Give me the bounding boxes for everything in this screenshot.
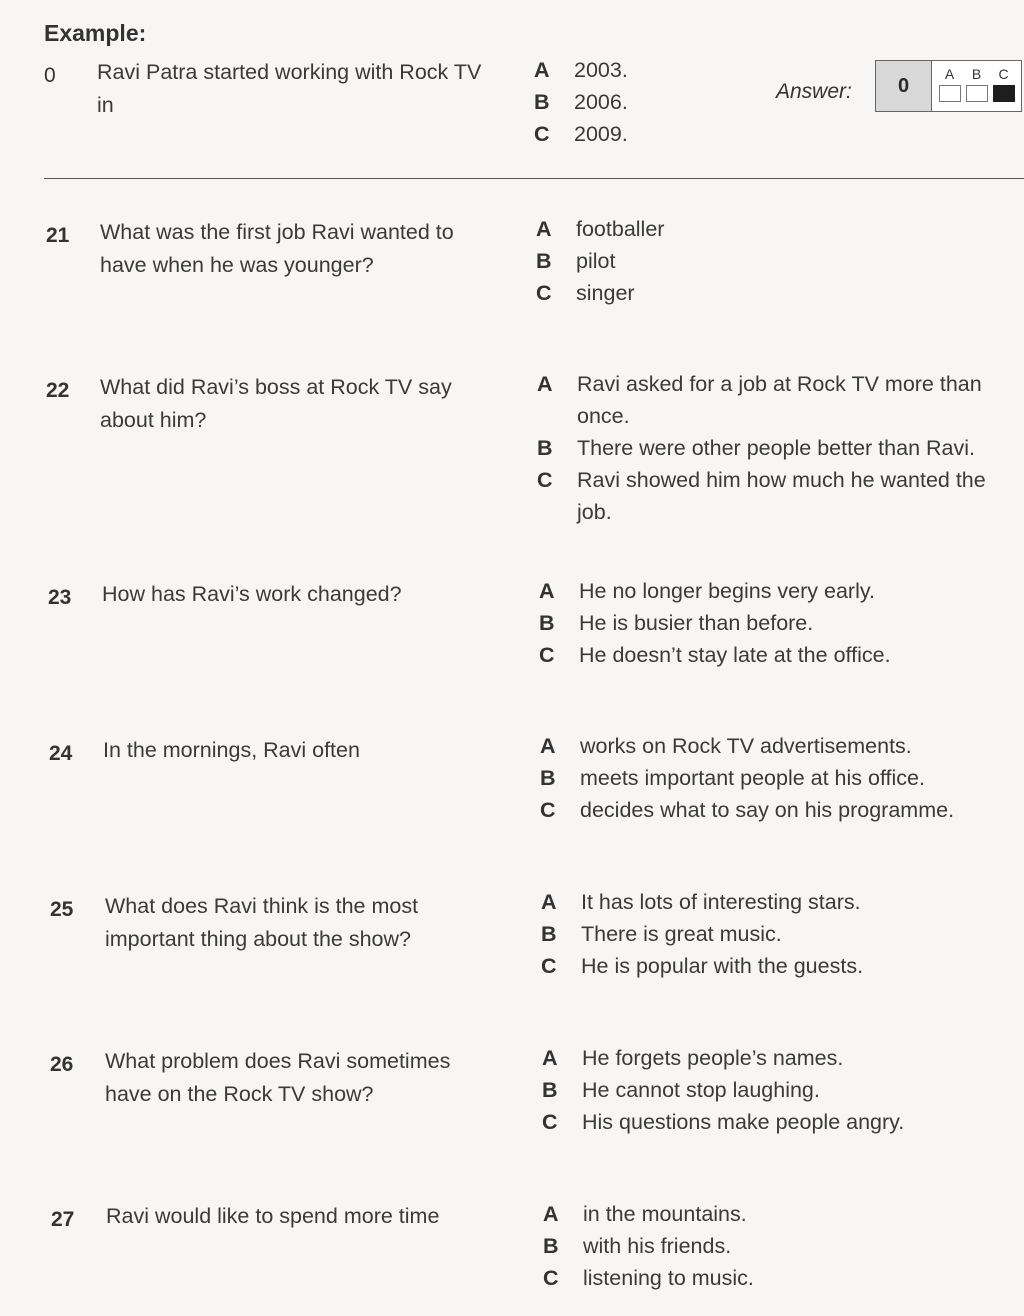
option-a[interactable] [539,575,989,607]
option-text: He forgets people’s names. [582,1046,844,1070]
option-letter: B [534,90,550,114]
question-options-21 [536,213,986,309]
option-text: He is busier than before. [579,611,814,635]
option-letter: B [539,611,555,635]
option-letter: A [537,372,553,396]
option-letter: C [536,281,552,305]
option-c[interactable] [542,1106,992,1138]
option-a[interactable] [537,368,1017,432]
option-a[interactable] [540,730,990,762]
question-number-25: 25 [50,898,74,921]
option-letter: A [540,734,556,758]
option-letter: A [541,890,557,914]
question-number-27: 27 [51,1208,75,1231]
option-b[interactable] [543,1230,993,1262]
option-text: footballer [576,217,665,241]
option-b[interactable] [541,918,991,950]
option-letter: B [540,766,556,790]
option-b[interactable] [539,607,989,639]
option-letter: C [540,798,556,822]
question-text-26: What problem does Ravi sometimes have on the Rock TV show? [105,1049,451,1106]
question-text-25: What does Ravi think is the most important thing about the show? [105,894,419,951]
answer-number: 0 [876,61,932,111]
option-letter: B [541,922,557,946]
option-letter: A [543,1202,559,1226]
question-text-24: In the mornings, Ravi often [103,738,360,762]
question-number-22: 22 [46,379,70,402]
answer-bubble-a [939,85,961,102]
option-letter: C [542,1110,558,1134]
example-question-text: Ravi Patra started working with Rock TV in [97,60,482,117]
option-text: singer [576,281,635,305]
option-b[interactable] [540,762,990,794]
option-letter: A [542,1046,558,1070]
question-options-25 [541,886,991,982]
question-text-21: What was the first job Ravi wanted to have when he was younger? [100,220,454,277]
option-letter: B [536,249,552,273]
option-letter: B [537,436,553,460]
question-number-23: 23 [48,586,72,609]
answer-label: Answer: [776,80,852,103]
question-text-27: Ravi would like to spend more time [106,1204,440,1228]
option-letter: B [542,1078,558,1102]
option-text: He is popular with the guests. [581,954,864,978]
option-text: Ravi showed him how much he wanted the job. [577,468,986,524]
option-text: in the mountains. [583,1202,747,1226]
option-text: There is great music. [581,922,782,946]
option-text: 2006. [574,90,628,114]
question-number-21: 21 [46,224,70,247]
option-a[interactable] [536,213,986,245]
option-c[interactable] [541,950,991,982]
option-a[interactable] [542,1042,992,1074]
answer-bubble-c [993,85,1015,102]
option-text: 2009. [574,122,628,146]
option-letter: B [543,1234,559,1258]
answer-bubble-b [966,85,988,102]
option-c[interactable] [539,639,989,671]
option-text: listening to music. [583,1266,754,1290]
option-text: works on Rock TV advertisements. [580,734,912,758]
option-c[interactable] [540,794,990,826]
question-number-24: 24 [49,742,73,765]
option-c[interactable] [537,464,1017,528]
option-letter: C [543,1266,559,1290]
question-text-22: What did Ravi’s boss at Rock TV say about him? [100,375,452,432]
option-text: meets important people at his office. [580,766,925,790]
option-text: He cannot stop laughing. [582,1078,820,1102]
option-letter: A [534,58,550,82]
option-text: decides what to say on his programme. [580,798,955,822]
option-b[interactable] [537,432,1017,464]
question-options-27 [543,1198,993,1294]
question-options-26 [542,1042,992,1138]
option-text: pilot [576,249,616,273]
option-b[interactable] [542,1074,992,1106]
bubble-letter: B [971,66,982,82]
option-text: with his friends. [583,1234,732,1258]
bubble-letter: C [998,66,1009,82]
option-letter: C [534,122,550,146]
example-heading: Example: [44,20,147,46]
option-c[interactable] [536,277,986,309]
answer-sheet-box [875,60,1022,112]
example-question-number: 0 [44,64,56,87]
option-a[interactable] [541,886,991,918]
option-letter: A [536,217,552,241]
question-text-23: How has Ravi’s work changed? [102,582,402,606]
option-text: 2003. [574,58,628,82]
answer-col-c [993,65,1015,111]
option-letter: A [539,579,555,603]
option-text: There were other people better than Ravi. [577,436,975,460]
question-options-22 [537,368,1017,528]
answer-bubble-grid [932,61,1021,111]
question-number-26: 26 [50,1053,74,1076]
option-c[interactable] [543,1262,993,1294]
question-options-23 [539,575,989,671]
option-text: Ravi asked for a job at Rock TV more than once. [577,372,982,428]
option-letter: C [537,468,553,492]
answer-col-a [939,65,961,111]
section-divider [44,178,1024,179]
answer-col-b [966,65,988,111]
option-text: It has lots of interesting stars. [581,890,861,914]
option-text: He no longer begins very early. [579,579,875,603]
option-letter: C [541,954,557,978]
option-text: His questions make people angry. [582,1110,905,1134]
example-option-c [534,118,984,150]
option-b[interactable] [536,245,986,277]
question-options-24 [540,730,990,826]
option-a[interactable] [543,1198,993,1230]
option-letter: C [539,643,555,667]
option-text: He doesn’t stay late at the office. [579,643,891,667]
bubble-letter: A [944,66,955,82]
